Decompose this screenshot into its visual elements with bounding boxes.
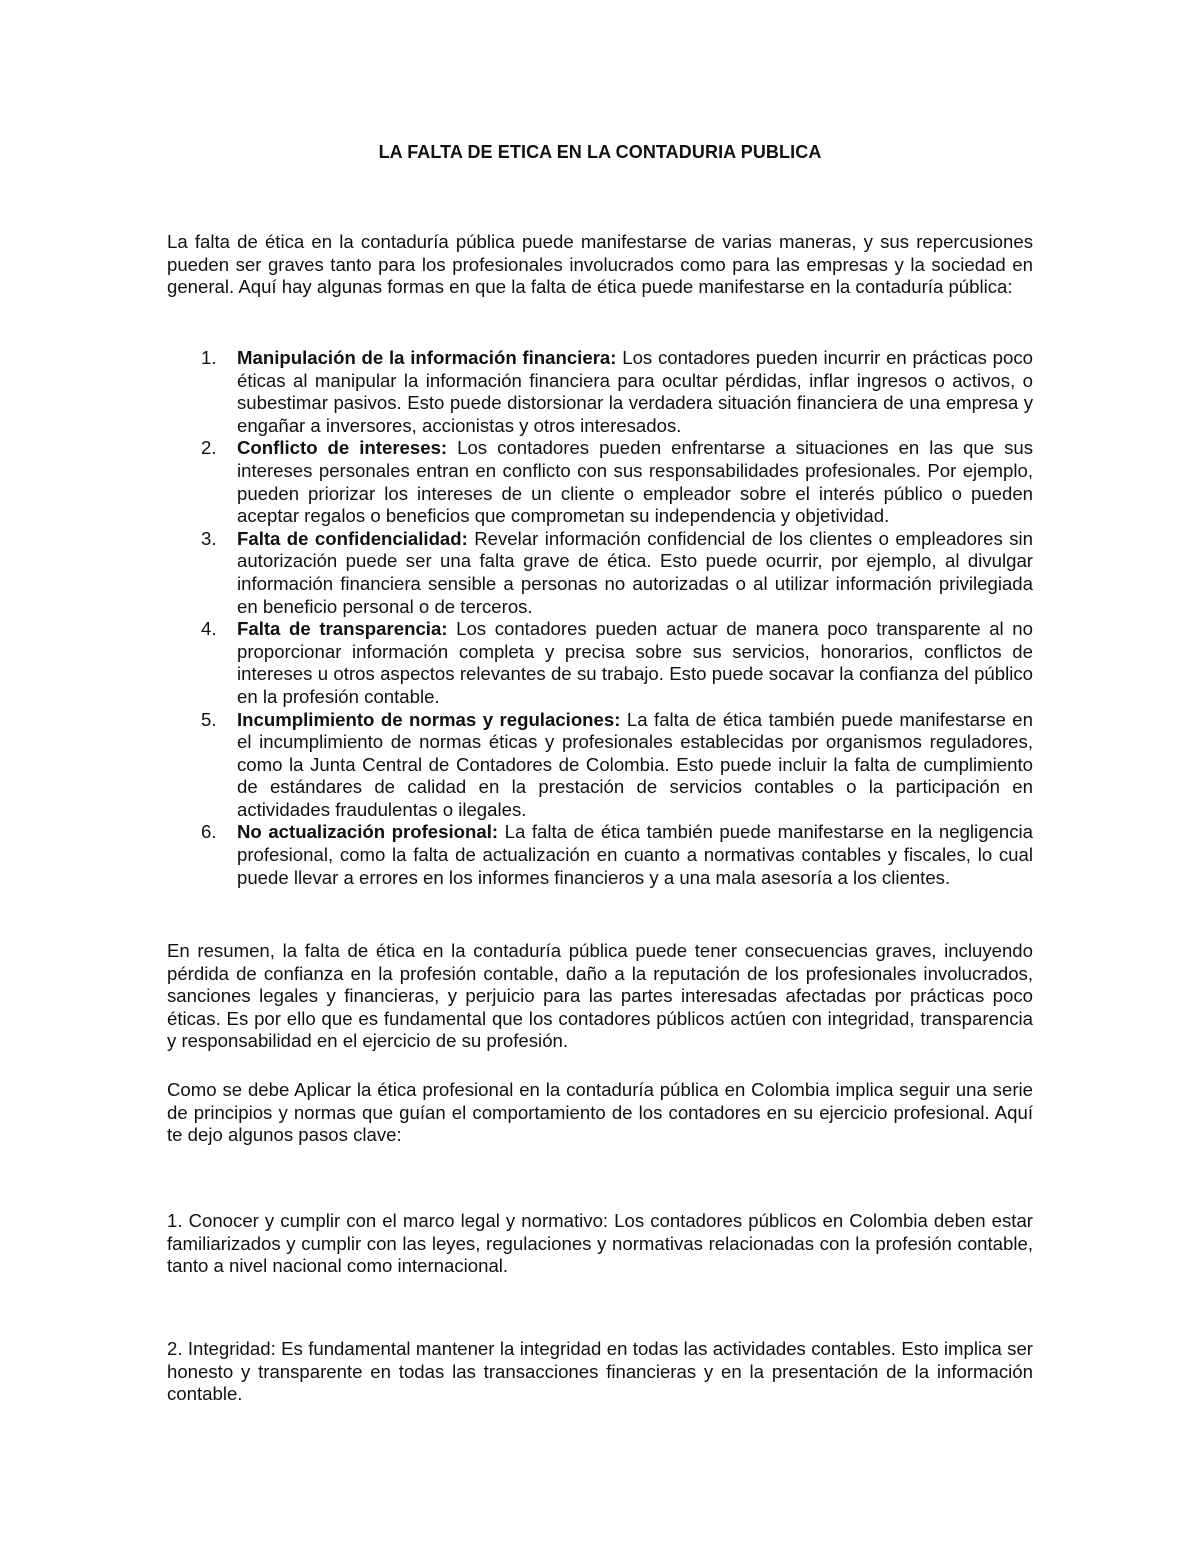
list-item-title: Falta de transparencia: [237, 618, 448, 640]
list-item-text: La falta de ética también puede manifestarse en el incumplimiento de normas éticas y profesionales establecidas por organismos reguladores, como la Junta Central de Contadores de Colombia. Esto puede incluir la falta de cumplimiento de estándares de calidad en la prestación de servicios contables o la participación en actividades fraudulentas o ilegales. [237, 708, 1033, 820]
list-item-text: La falta de ética también puede manifestarse en la negligencia profesional, como la falta de actualización en cuanto a normativas contables y fiscales, lo cual puede llevar a errores en los informes financieros y a una mala asesoría a los clientes. [237, 821, 1033, 888]
list-item-title: No actualización profesional: [237, 821, 499, 843]
summary-paragraph: En resumen, la falta de ética en la contaduría pública puede tener consecuencias graves, incluyendo pérdida de confianza en la profesión contable, daño a la reputación de los profesionales involucrados, sanciones legales y financieras, y perjuicio para las partes interesadas afectadas por prácticas poco éticas. Es por ello que es fundamental que los contadores públicos actúen con integridad, transparencia y responsabilidad en el ejercicio de su profesión. [167, 940, 1033, 1052]
list-item-title: Manipulación de la información financiera: [237, 347, 617, 368]
document-title: LA FALTA DE ETICA EN LA CONTADURIA PUBLICA [378, 142, 822, 162]
list-item-text: Los contadores pueden actuar de manera poco transparente al no proporcionar información completa y precisa sobre sus servicios, honorarios, conflictos de intereses u otros aspectos relevantes de su trabajo. Esto puede socavar la confianza del público en la profesión contable. [237, 618, 1033, 707]
list-item-text: Los contadores pueden enfrentarse a situaciones en las que sus intereses personales entran en conflicto con sus responsabilidades profesionales. Por ejemplo, pueden priorizar los intereses de un cliente o empleador sobre el interés público o pueden aceptar regalos o beneficios que comprometan su independencia y objetividad. [237, 437, 1034, 527]
step-1-paragraph: 1. Conocer y cumplir con el marco legal y normativo: Los contadores públicos en Colombia deben estar familiarizados y cumplir con las leyes, regulaciones y normativas relacionadas con la profesión contable, tanto a nivel nacional como internacional. [167, 1210, 1033, 1277]
list-item-text: Revelar información confidencial de los clientes o empleadores sin autorización puede ser una falta grave de ética. Esto puede ocurrir, por ejemplo, al divulgar información financiera sensible a personas no autorizadas o al utilizar información privilegiada en beneficio personal o de terceros. [237, 527, 1033, 617]
list-item [167, 618, 1033, 708]
list-item-text: Los contadores pueden incurrir en prácticas poco éticas al manipular la información financiera para ocultar pérdidas, inflar ingresos o activos, o subestimar pasivos. Esto puede distorsionar la verdadera situación financiera de una empresa y engañar a inversores, accionistas y otros interesados. [237, 347, 1033, 436]
list-item [167, 821, 1033, 889]
list-item-title: Conflicto de intereses: [237, 437, 448, 459]
list-item [167, 347, 1033, 437]
list-item-number: 2. [201, 437, 217, 459]
step-2-paragraph: 2. Integridad: Es fundamental mantener la integridad en todas las actividades contables. Esto implica ser honesto y transparente en todas las transacciones financieras y en la presentación de la información contable. [167, 1338, 1033, 1405]
list-item [167, 437, 1033, 527]
application-paragraph: Como se debe Aplicar la ética profesional en la contaduría pública en Colombia implica seguir una serie de principios y normas que guían el comportamiento de los contadores en su ejercicio profesional. Aquí te dejo algunos pasos clave: [167, 1079, 1033, 1146]
list-item [167, 709, 1033, 822]
ethics-failures-list [167, 347, 1033, 889]
list-item-title: Falta de confidencialidad: [237, 527, 468, 549]
intro-paragraph: La falta de ética en la contaduría pública puede manifestarse de varias maneras, y sus repercusiones pueden ser graves tanto para los profesionales involucrados como para las empresas y la sociedad en general. Aquí hay algunas formas en que la falta de ética puede manifestarse en la contaduría pública: [167, 231, 1033, 298]
list-item-number: 4. [201, 618, 217, 640]
list-item-number: 6. [201, 821, 217, 843]
list-item-title: Incumplimiento de normas y regulaciones: [237, 708, 621, 730]
list-item [167, 528, 1033, 618]
list-item-number: 1. [201, 347, 217, 368]
list-item-number: 5. [201, 708, 217, 730]
list-item-number: 3. [201, 527, 217, 549]
